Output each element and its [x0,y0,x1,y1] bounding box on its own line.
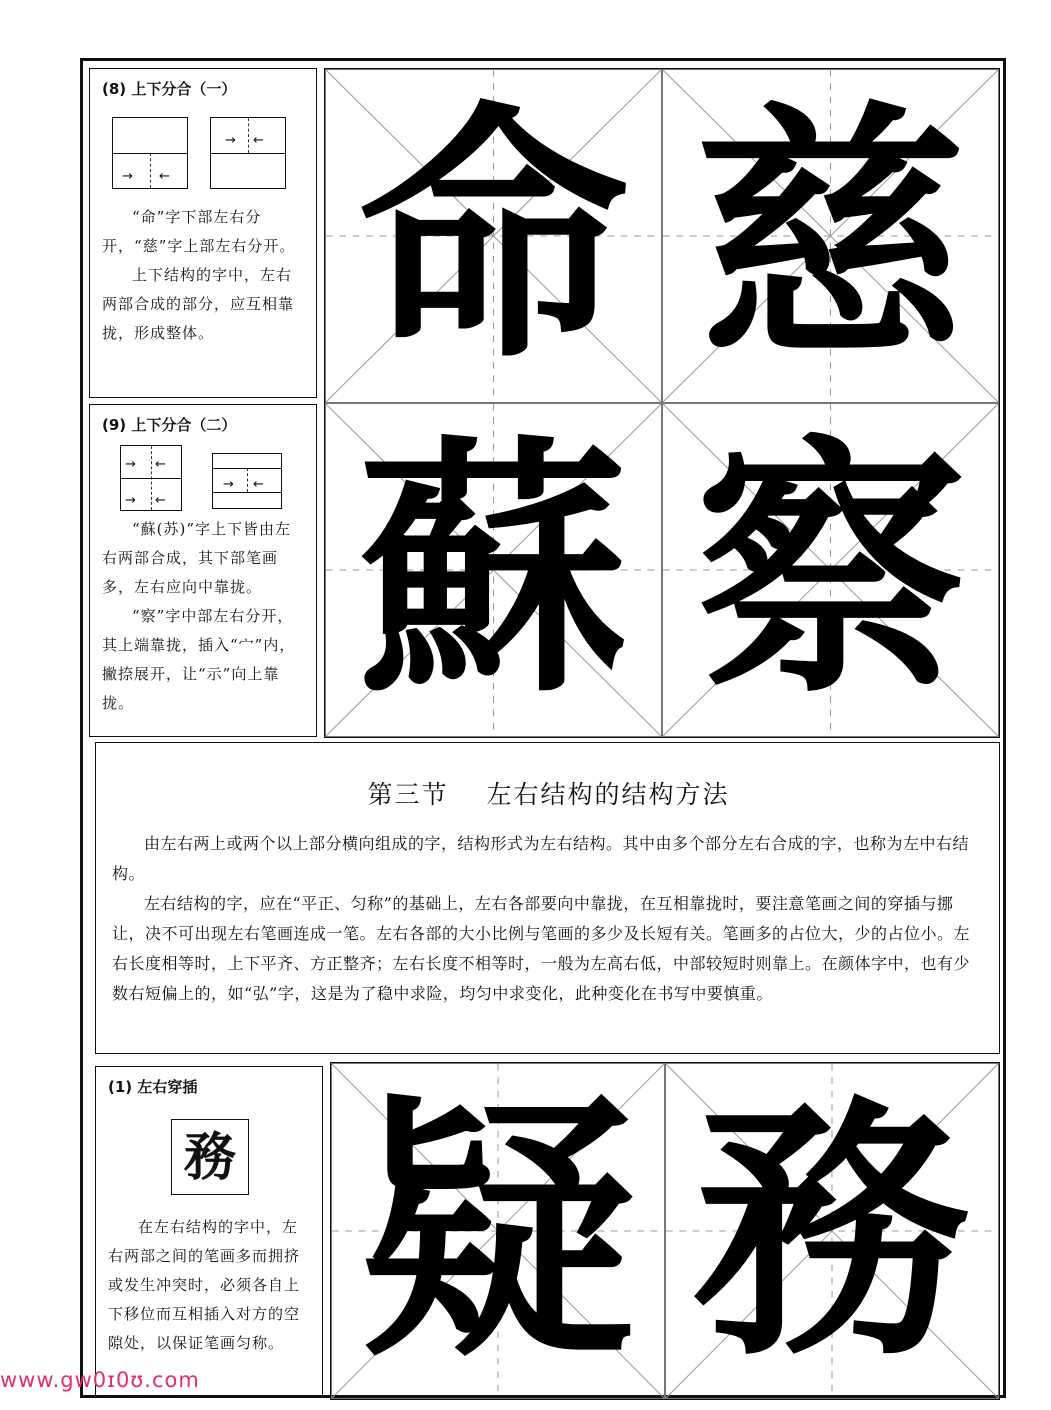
watermark: www.gw0ɪ0ʊ.com [0,1368,200,1392]
note-paragraph: 上下结构的字中，左右两部合成的部分，应互相靠拢，形成整体。 [102,266,295,342]
grid-cell [662,69,999,403]
grid-cell [662,403,999,737]
section-3 [95,742,1000,1054]
arrow-left-icon: ← [155,493,166,508]
structure-diagram-middle-split [212,453,282,509]
note-paragraph: 在左右结构的字中，左右两部之间的笔画多而拥挤或发生冲突时，必须各自上下移位而互相插入对方的空隙处，以保证笔画匀称。 [108,1218,301,1352]
calligraphy-character: 疑 [360,1069,636,1393]
grid-cell [665,1063,999,1399]
arrow-right-icon: → [125,457,136,472]
structure-diagrams [112,117,306,189]
section-heading: 左右结构的结构方法 [486,780,730,809]
calligraphy-character: 命 [358,77,629,395]
calligraphy-character: 慈 [695,77,966,395]
calligraphy-character: 蘇 [358,411,629,729]
example-character-box [171,1119,249,1195]
grid-cell [325,69,662,403]
structure-diagram-bottom-split [112,117,188,189]
structure-diagram-both-split [120,445,182,511]
section-paragraph: 由左右两上或两个以上部分横向组成的字，结构形式为左右结构。其中由多个部分左右合成的字，也称为左中右结构。 [112,834,970,883]
note-paragraph: “命”字下部左右分开，“慈”字上部左右分开。 [102,208,296,255]
arrow-left-icon: ← [253,477,264,492]
calligraphy-character: 察 [695,411,966,729]
grid-cell [325,403,662,737]
note-heading: (8) 上下分合（一） [102,80,237,98]
note-box-9 [89,404,317,737]
arrow-right-icon: → [125,493,136,508]
arrow-left-icon: ← [159,169,170,184]
note-heading: (1) 左右穿插 [108,1078,198,1096]
arrow-right-icon: → [225,133,236,148]
rice-grid-bottom [330,1062,1000,1400]
arrow-left-icon: ← [253,133,264,148]
grid-cell [331,1063,665,1399]
section-paragraph: 左右结构的字，应在“平正、匀称”的基础上，左右各部要向中靠拢，在互相靠拢时，要注意笔画之间的穿插与挪让，决不可出现左右笔画连成一笔。左右各部的大小比例与笔画的多少及长短有关。笔画多的占位大，少的占位小。左右长度相等时，上下平齐、方正整齐；左右长度不相等时，一般为左高右低，中部较短时则靠上。在颜体字中，也有少数右短偏上的，如“弘”字，这是为了稳中求险，均匀中求变化，此种变化在书写中要慎重。 [112,894,971,1003]
note-paragraph: “察”字中部左右分开，其上端靠拢，插入“宀”内，撇捺展开，让“示”向上靠拢。 [102,607,296,712]
note-paragraph: “蘇(苏)”字上下皆由左右两部合成，其下部笔画多，左右应向中靠拢。 [102,520,292,596]
arrow-right-icon: → [223,477,234,492]
rice-grid-top [324,68,1000,738]
arrow-right-icon: → [122,169,133,184]
structure-diagram-top-split [210,117,286,189]
section-title [112,775,985,811]
note-box-1 [95,1066,323,1398]
arrow-left-icon: ← [155,457,166,472]
example-character: 務 [183,1126,236,1188]
calligraphy-character: 務 [694,1069,970,1393]
section-number: 第三节 [367,780,449,809]
structure-diagrams [120,445,306,511]
note-box-8 [89,68,317,398]
note-heading: (9) 上下分合（二） [102,416,237,434]
